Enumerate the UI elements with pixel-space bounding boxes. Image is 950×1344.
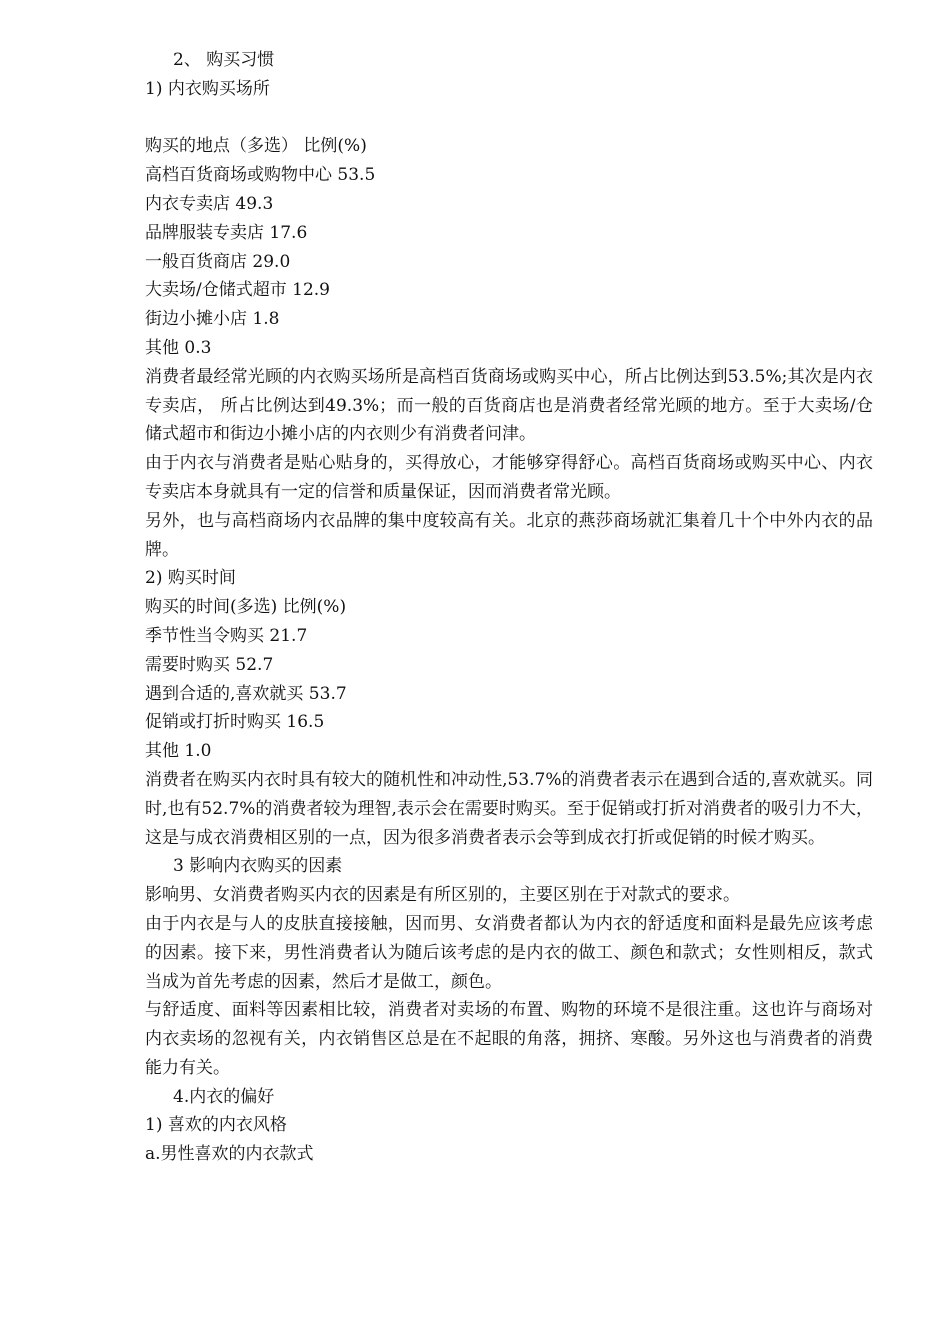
document-page (145, 46, 885, 1169)
paragraph: 由于内衣是与人的皮肤直接接触，因而男、女消费者都认为内衣的舒适度和面料是最先应该考虑的因素。接下来，男性消费者认为随后该考虑的是内衣的做工、颜色和款式；女性则相反，款式当成为首先考虑的因素，然后才是做工，颜色。 (145, 913, 873, 992)
table-row: 大卖场/仓储式超市 12.9 (145, 280, 330, 301)
purchase-time-table (145, 593, 885, 766)
table-row: 促销或打折时购买 16.5 (145, 712, 325, 733)
purchase-place-table (145, 132, 885, 362)
table-header: 购买的时间(多选) 比例(%) (145, 597, 347, 618)
section-heading-purchase-habits: 2、 购买习惯 (173, 50, 275, 70)
subheading-male-style: a.男性喜欢的内衣款式 (145, 1144, 314, 1165)
table-row: 季节性当令购买 21.7 (145, 625, 308, 646)
paragraph: 与舒适度、面料等因素相比较，消费者对卖场的布置、购物的环境不是很注重。这也许与商场对内衣卖场的忽视有关，内衣销售区总是在不起眼的角落，拥挤、寒酸。另外这也与消费者的消费能力有关。 (145, 1000, 873, 1078)
table-row: 高档百货商场或购物中心 53.5 (145, 165, 376, 186)
paragraph: 影响男、女消费者购买内衣的因素是有所区别的，主要区别在于对款式的要求。 (145, 885, 740, 906)
spacer (145, 104, 885, 133)
subheading-style: 1) 喜欢的内衣风格 (145, 1115, 287, 1136)
table-row: 遇到合适的,喜欢就买 53.7 (145, 683, 347, 704)
paragraph: 消费者在购买内衣时具有较大的随机性和冲动性,53.7%的消费者表示在遇到合适的,喜欢就买。同时,也有52.7%的消费者较为理智,表示会在需要时购买。至于促销或打折对消费者的吸引力不大，这是与成衣消费相区别的一点，因为很多消费者表示会等到成衣打折或促销的时候才购买。 (145, 769, 873, 848)
table-row: 内衣专卖店 49.3 (145, 193, 274, 214)
paragraph: 由于内衣与消费者是贴心贴身的，买得放心，才能够穿得舒心。高档百货商场或购买中心、内衣专卖店本身就具有一定的信誉和质量保证，因而消费者常光顾。 (145, 453, 873, 502)
table-row: 其他 0.3 (145, 337, 212, 358)
subheading-purchase-place: 1) 内衣购买场所 (145, 78, 270, 99)
section-heading-purchase-factors: 3 影响内衣购买的因素 (173, 856, 343, 877)
table-row: 一般百货商店 29.0 (145, 251, 291, 272)
paragraph: 消费者最经常光顾的内衣购买场所是高档百货商场或购买中心，所占比例达到53.5%;其次是内衣专卖店， 所占比例达到49.3%；而一般的百货商店也是消费者经常光顾的地方。至于大卖场/仓储式超市和街边小摊小店的内衣则少有消费者问津。 (145, 366, 873, 445)
paragraph: 另外，也与高档商场内衣品牌的集中度较高有关。北京的燕莎商场就汇集着几十个中外内衣的品牌。 (145, 510, 873, 560)
section-heading-preferences: 4.内衣的偏好 (173, 1086, 275, 1107)
subheading-purchase-time: 2) 购买时间 (145, 568, 236, 589)
table-row: 品牌服装专卖店 17.6 (145, 222, 308, 243)
table-header: 购买的地点（多选） 比例(%) (145, 136, 367, 157)
table-row: 街边小摊小店 1.8 (145, 309, 280, 330)
table-row: 其他 1.0 (145, 741, 212, 762)
table-row: 需要时购买 52.7 (145, 654, 274, 675)
